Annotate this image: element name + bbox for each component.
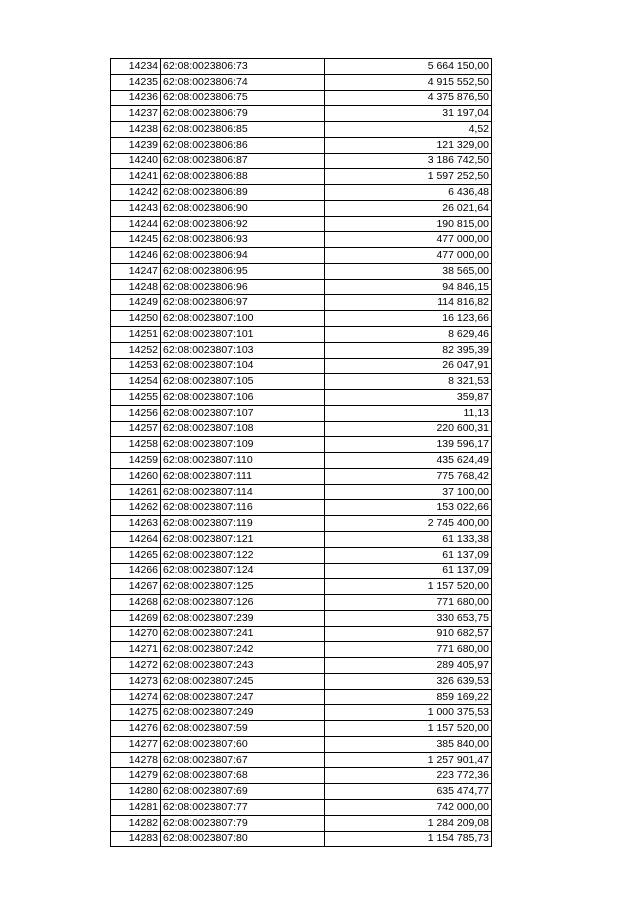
- row-number-cell: 14252: [111, 342, 161, 358]
- table-row: [111, 658, 492, 674]
- cadastral-value-cell: 910 682,57: [325, 626, 492, 642]
- table-row: [111, 563, 492, 579]
- cadastral-number-cell: 62:08:0023807:68: [161, 768, 325, 784]
- cadastral-number-cell: 62:08:0023806:92: [161, 216, 325, 232]
- cadastral-value-cell: 94 846,15: [325, 279, 492, 295]
- table-row: [111, 531, 492, 547]
- table-row: [111, 248, 492, 264]
- table-row: [111, 484, 492, 500]
- cadastral-value-cell: 477 000,00: [325, 232, 492, 248]
- table-row: [111, 437, 492, 453]
- cadastral-value-cell: 635 474,77: [325, 784, 492, 800]
- cadastral-number-cell: 62:08:0023807:114: [161, 484, 325, 500]
- cadastral-number-cell: 62:08:0023807:67: [161, 752, 325, 768]
- row-number-cell: 14246: [111, 248, 161, 264]
- row-number-cell: 14265: [111, 547, 161, 563]
- cadastral-number-cell: 62:08:0023806:96: [161, 279, 325, 295]
- table-row: [111, 468, 492, 484]
- cadastral-value-cell: 114 816,82: [325, 295, 492, 311]
- row-number-cell: 14240: [111, 153, 161, 169]
- table-row: [111, 799, 492, 815]
- table-body: [111, 59, 492, 847]
- row-number-cell: 14236: [111, 90, 161, 106]
- row-number-cell: 14270: [111, 626, 161, 642]
- cadastral-value-cell: 26 021,64: [325, 200, 492, 216]
- cadastral-number-cell: 62:08:0023807:60: [161, 736, 325, 752]
- cadastral-value-cell: 771 680,00: [325, 642, 492, 658]
- cadastral-value-cell: 4 915 552,50: [325, 74, 492, 90]
- cadastral-value-cell: 5 664 150,00: [325, 59, 492, 75]
- cadastral-number-cell: 62:08:0023807:239: [161, 610, 325, 626]
- cadastral-number-cell: 62:08:0023806:73: [161, 59, 325, 75]
- row-number-cell: 14241: [111, 169, 161, 185]
- cadastral-value-cell: 385 840,00: [325, 736, 492, 752]
- row-number-cell: 14245: [111, 232, 161, 248]
- table-row: [111, 342, 492, 358]
- cadastral-number-cell: 62:08:0023807:59: [161, 721, 325, 737]
- cadastral-value-cell: 1 257 901,47: [325, 752, 492, 768]
- row-number-cell: 14255: [111, 390, 161, 406]
- row-number-cell: 14264: [111, 531, 161, 547]
- row-number-cell: 14260: [111, 468, 161, 484]
- cadastral-value-cell: 31 197,04: [325, 106, 492, 122]
- table-row: [111, 642, 492, 658]
- table-row: [111, 74, 492, 90]
- row-number-cell: 14280: [111, 784, 161, 800]
- cadastral-number-cell: 62:08:0023807:101: [161, 327, 325, 343]
- cadastral-value-cell: 4 375 876,50: [325, 90, 492, 106]
- row-number-cell: 14263: [111, 516, 161, 532]
- row-number-cell: 14250: [111, 311, 161, 327]
- table-row: [111, 705, 492, 721]
- table-row: [111, 327, 492, 343]
- cadastral-number-cell: 62:08:0023807:100: [161, 311, 325, 327]
- cadastral-number-cell: 62:08:0023806:87: [161, 153, 325, 169]
- cadastral-number-cell: 62:08:0023807:116: [161, 500, 325, 516]
- cadastral-number-cell: 62:08:0023806:90: [161, 200, 325, 216]
- cadastral-value-cell: 8 629,46: [325, 327, 492, 343]
- table-row: [111, 311, 492, 327]
- cadastral-number-cell: 62:08:0023807:69: [161, 784, 325, 800]
- cadastral-number-cell: 62:08:0023807:126: [161, 595, 325, 611]
- table-row: [111, 815, 492, 831]
- cadastral-number-cell: 62:08:0023806:85: [161, 122, 325, 138]
- cadastral-value-cell: 289 405,97: [325, 658, 492, 674]
- row-number-cell: 14279: [111, 768, 161, 784]
- row-number-cell: 14242: [111, 185, 161, 201]
- cadastral-value-cell: 435 624,49: [325, 453, 492, 469]
- cadastral-value-cell: 121 329,00: [325, 137, 492, 153]
- cadastral-number-cell: 62:08:0023806:75: [161, 90, 325, 106]
- row-number-cell: 14239: [111, 137, 161, 153]
- cadastral-number-cell: 62:08:0023807:249: [161, 705, 325, 721]
- cadastral-number-cell: 62:08:0023807:106: [161, 390, 325, 406]
- cadastral-number-cell: 62:08:0023807:243: [161, 658, 325, 674]
- cadastral-value-cell: 477 000,00: [325, 248, 492, 264]
- cadastral-number-cell: 62:08:0023807:124: [161, 563, 325, 579]
- table-row: [111, 579, 492, 595]
- row-number-cell: 14259: [111, 453, 161, 469]
- table-row: [111, 595, 492, 611]
- row-number-cell: 14249: [111, 295, 161, 311]
- table-row: [111, 516, 492, 532]
- cadastral-value-cell: 61 133,38: [325, 531, 492, 547]
- table-row: [111, 216, 492, 232]
- cadastral-value-cell: 61 137,09: [325, 547, 492, 563]
- cadastral-number-cell: 62:08:0023807:247: [161, 689, 325, 705]
- row-number-cell: 14235: [111, 74, 161, 90]
- cadastral-number-cell: 62:08:0023807:105: [161, 374, 325, 390]
- table-row: [111, 295, 492, 311]
- row-number-cell: 14276: [111, 721, 161, 737]
- cadastral-number-cell: 62:08:0023806:93: [161, 232, 325, 248]
- cadastral-number-cell: 62:08:0023807:104: [161, 358, 325, 374]
- row-number-cell: 14261: [111, 484, 161, 500]
- cadastral-value-cell: 26 047,91: [325, 358, 492, 374]
- row-number-cell: 14243: [111, 200, 161, 216]
- table-row: [111, 358, 492, 374]
- table-row: [111, 390, 492, 406]
- cadastral-number-cell: 62:08:0023807:245: [161, 673, 325, 689]
- cadastral-value-cell: 38 565,00: [325, 263, 492, 279]
- cadastral-number-cell: 62:08:0023807:111: [161, 468, 325, 484]
- table-row: [111, 263, 492, 279]
- cadastral-value-cell: 859 169,22: [325, 689, 492, 705]
- table-row: [111, 610, 492, 626]
- cadastral-value-cell: 139 596,17: [325, 437, 492, 453]
- row-number-cell: 14253: [111, 358, 161, 374]
- table-row: [111, 200, 492, 216]
- row-number-cell: 14283: [111, 831, 161, 847]
- cadastral-number-cell: 62:08:0023806:79: [161, 106, 325, 122]
- table-row: [111, 137, 492, 153]
- table-row: [111, 736, 492, 752]
- cadastral-value-cell: 1 284 209,08: [325, 815, 492, 831]
- cadastral-number-cell: 62:08:0023806:95: [161, 263, 325, 279]
- cadastral-value-cell: 1 154 785,73: [325, 831, 492, 847]
- row-number-cell: 14267: [111, 579, 161, 595]
- cadastral-number-cell: 62:08:0023807:79: [161, 815, 325, 831]
- cadastral-number-cell: 62:08:0023807:80: [161, 831, 325, 847]
- cadastral-number-cell: 62:08:0023807:108: [161, 421, 325, 437]
- cadastral-value-cell: 1 157 520,00: [325, 721, 492, 737]
- row-number-cell: 14234: [111, 59, 161, 75]
- cadastral-value-cell: 190 815,00: [325, 216, 492, 232]
- cadastral-value-cell: 153 022,66: [325, 500, 492, 516]
- row-number-cell: 14277: [111, 736, 161, 752]
- row-number-cell: 14247: [111, 263, 161, 279]
- cadastral-number-cell: 62:08:0023806:94: [161, 248, 325, 264]
- cadastral-value-cell: 11,13: [325, 405, 492, 421]
- table-row: [111, 405, 492, 421]
- cadastral-value-cell: 82 395,39: [325, 342, 492, 358]
- cadastral-value-cell: 771 680,00: [325, 595, 492, 611]
- cadastral-number-cell: 62:08:0023807:125: [161, 579, 325, 595]
- row-number-cell: 14248: [111, 279, 161, 295]
- table-row: [111, 421, 492, 437]
- table-row: [111, 106, 492, 122]
- row-number-cell: 14244: [111, 216, 161, 232]
- cadastral-value-cell: 220 600,31: [325, 421, 492, 437]
- cadastral-value-cell: 6 436,48: [325, 185, 492, 201]
- table-row: [111, 90, 492, 106]
- row-number-cell: 14257: [111, 421, 161, 437]
- row-number-cell: 14258: [111, 437, 161, 453]
- table-row: [111, 169, 492, 185]
- cadastral-value-cell: 8 321,53: [325, 374, 492, 390]
- table-row: [111, 185, 492, 201]
- row-number-cell: 14254: [111, 374, 161, 390]
- cadastral-value-table: [110, 58, 492, 847]
- row-number-cell: 14262: [111, 500, 161, 516]
- table-row: [111, 153, 492, 169]
- row-number-cell: 14282: [111, 815, 161, 831]
- cadastral-number-cell: 62:08:0023807:119: [161, 516, 325, 532]
- cadastral-number-cell: 62:08:0023806:74: [161, 74, 325, 90]
- table-row: [111, 122, 492, 138]
- cadastral-number-cell: 62:08:0023807:110: [161, 453, 325, 469]
- table-row: [111, 59, 492, 75]
- table-row: [111, 232, 492, 248]
- cadastral-number-cell: 62:08:0023807:109: [161, 437, 325, 453]
- table-row: [111, 279, 492, 295]
- cadastral-value-cell: 359,87: [325, 390, 492, 406]
- cadastral-value-cell: 1 000 375,53: [325, 705, 492, 721]
- table-row: [111, 547, 492, 563]
- table-row: [111, 500, 492, 516]
- table-row: [111, 689, 492, 705]
- table-row: [111, 768, 492, 784]
- row-number-cell: 14273: [111, 673, 161, 689]
- row-number-cell: 14272: [111, 658, 161, 674]
- row-number-cell: 14271: [111, 642, 161, 658]
- row-number-cell: 14278: [111, 752, 161, 768]
- cadastral-value-cell: 742 000,00: [325, 799, 492, 815]
- row-number-cell: 14256: [111, 405, 161, 421]
- table-row: [111, 784, 492, 800]
- cadastral-value-cell: 2 745 400,00: [325, 516, 492, 532]
- row-number-cell: 14238: [111, 122, 161, 138]
- cadastral-value-cell: 326 639,53: [325, 673, 492, 689]
- cadastral-number-cell: 62:08:0023807:77: [161, 799, 325, 815]
- table-row: [111, 752, 492, 768]
- row-number-cell: 14251: [111, 327, 161, 343]
- cadastral-number-cell: 62:08:0023806:86: [161, 137, 325, 153]
- cadastral-number-cell: 62:08:0023807:121: [161, 531, 325, 547]
- cadastral-value-cell: 4,52: [325, 122, 492, 138]
- table-row: [111, 673, 492, 689]
- row-number-cell: 14266: [111, 563, 161, 579]
- cadastral-value-cell: 1 597 252,50: [325, 169, 492, 185]
- row-number-cell: 14237: [111, 106, 161, 122]
- cadastral-value-cell: 37 100,00: [325, 484, 492, 500]
- cadastral-number-cell: 62:08:0023807:107: [161, 405, 325, 421]
- cadastral-number-cell: 62:08:0023806:97: [161, 295, 325, 311]
- cadastral-value-cell: 61 137,09: [325, 563, 492, 579]
- table-row: [111, 453, 492, 469]
- table-row: [111, 626, 492, 642]
- cadastral-number-cell: 62:08:0023807:122: [161, 547, 325, 563]
- cadastral-number-cell: 62:08:0023807:242: [161, 642, 325, 658]
- cadastral-value-cell: 3 186 742,50: [325, 153, 492, 169]
- row-number-cell: 14275: [111, 705, 161, 721]
- row-number-cell: 14274: [111, 689, 161, 705]
- row-number-cell: 14268: [111, 595, 161, 611]
- cadastral-value-cell: 16 123,66: [325, 311, 492, 327]
- cadastral-value-cell: 330 653,75: [325, 610, 492, 626]
- table-row: [111, 374, 492, 390]
- cadastral-value-cell: 223 772,36: [325, 768, 492, 784]
- cadastral-value-cell: 1 157 520,00: [325, 579, 492, 595]
- table-row: [111, 721, 492, 737]
- cadastral-number-cell: 62:08:0023807:103: [161, 342, 325, 358]
- table-row: [111, 831, 492, 847]
- cadastral-number-cell: 62:08:0023807:241: [161, 626, 325, 642]
- row-number-cell: 14281: [111, 799, 161, 815]
- cadastral-number-cell: 62:08:0023806:89: [161, 185, 325, 201]
- row-number-cell: 14269: [111, 610, 161, 626]
- cadastral-number-cell: 62:08:0023806:88: [161, 169, 325, 185]
- cadastral-value-cell: 775 768,42: [325, 468, 492, 484]
